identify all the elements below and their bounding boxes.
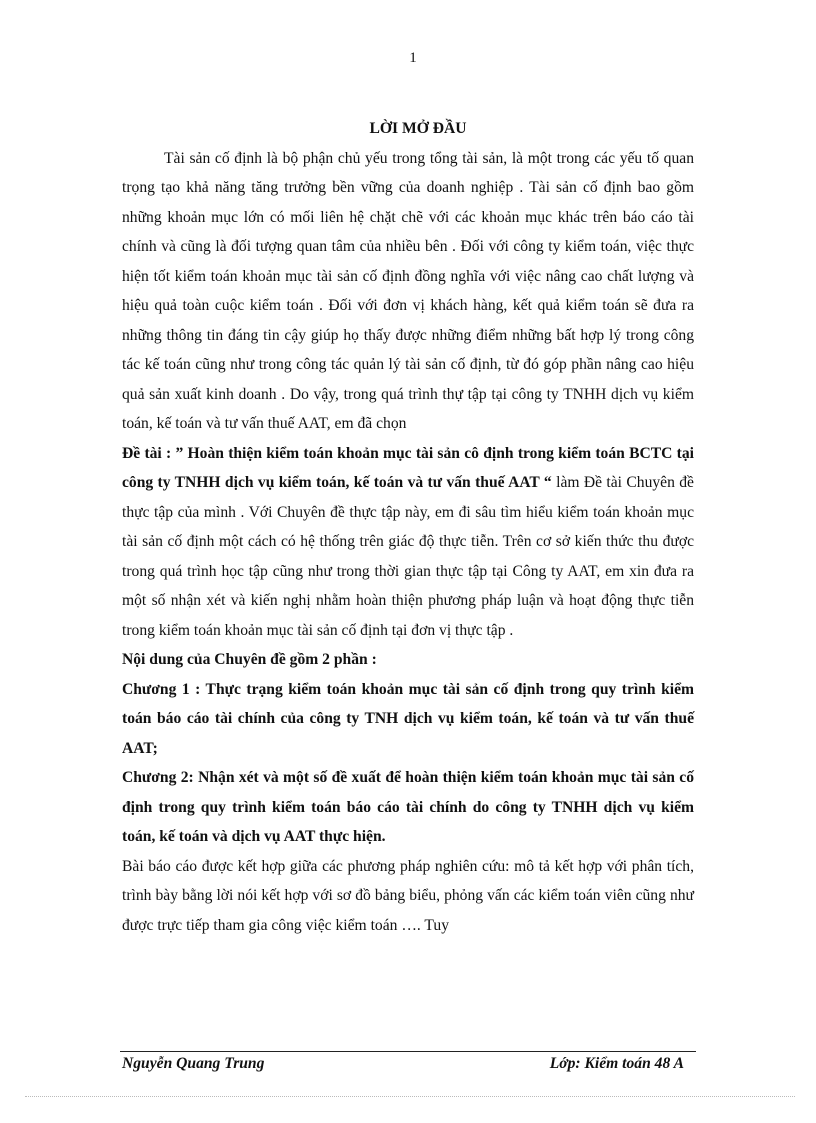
footer-author: Nguyễn Quang Trung	[122, 1055, 265, 1072]
footer-class: Lớp: Kiểm toán 48 A	[549, 1055, 684, 1072]
content-heading: Nội dung của Chuyên đề gồm 2 phần :	[122, 651, 377, 668]
topic-label: Đề tài :	[122, 444, 172, 462]
page-number: 1	[409, 50, 417, 66]
chapter-2: Chương 2: Nhận xét và một số đề xuất để hoàn thiện kiểm toán khoản mục tài sản cố định trong quy trình kiểm toán báo cáo tài chính do công ty TNHH dịch vụ kiểm toán, kế toán và dịch vụ AAT thực hiện.	[122, 769, 694, 845]
topic-title: ” Hoàn thiện kiểm toán khoản mục tài sản cô định trong kiểm toán BCTC tại công ty TNHH dịch vụ kiểm toán, kế toán và tư vấn thuế AAT “	[122, 444, 694, 491]
document-body	[122, 114, 694, 940]
topic-paragraph	[122, 439, 694, 646]
footer-divider	[120, 1051, 696, 1052]
page-bottom-divider	[25, 1096, 795, 1097]
document-title: LỜI MỞ ĐẦU	[369, 120, 467, 137]
closing-paragraph: Bài báo cáo được kết hợp giữa các phương pháp nghiên cứu: mô tả kết hợp với phân tích, trình bày bằng lời nói kết hợp với sơ đồ bảng biểu, phỏng vấn các kiểm toán viên cũng như được trực tiếp tham gia công việc kiểm toán …. Tuy	[122, 857, 694, 934]
topic-continuation: làm Đề tài Chuyên đề thực tập của mình . Với Chuyên đề thực tập này, em đi sâu tìm hiểu kiểm toán khoản mục tài sản cố định một cách có hệ thống trên giác độ thực tiễn. Trên cơ sở kiến thức thu được trong quá trình học tập cũng như trong thời gian thực tập tại Công ty AAT, em xin đưa ra một số nhận xét và kiến nghị nhằm hoàn thiện phương pháp luận và hoạt động thực tiễn trong kiểm toán khoản mục tài sản cố định tại đơn vị thực tập .	[122, 474, 694, 639]
intro-paragraph: Tài sản cố định là bộ phận chủ yếu trong tổng tài sản, là một trong các yếu tố quan trọng tạo khả năng tăng trưởng bền vững của doanh nghiệp . Tài sản cố định bao gồm những khoản mục lớn có mối liên hệ chặt chẽ với các khoản mục khác trên báo cáo tài chính và cũng là đối tượng quan tâm của nhiều bên . Đối với công ty kiểm toán, việc thực hiện tốt kiểm toán khoản mục tài sản cố định đồng nghĩa với việc nâng cao chất lượng và hiệu quả toàn cuộc kiểm toán . Đối với đơn vị khách hàng, kết quả kiểm toán sẽ đưa ra những thông tin đáng tin cậy giúp họ thấy được những điểm những bất hợp lý trong công tác kế toán cũng như trong công tác quản lý tài sản cố định, từ đó góp phần nâng cao hiệu quả sản xuất kinh doanh . Do vậy, trong quá trình thự tập tại công ty TNHH dịch vụ kiểm toán, kế toán và tư vấn thuế AAT, em đã chọn	[122, 149, 694, 432]
chapter-1: Chương 1 : Thực trạng kiểm toán khoản mục tài sản cố định trong quy trình kiểm toán báo cáo tài chính của công ty TNH dịch vụ kiểm toán, kế toán và tư vấn thuế AAT;	[122, 680, 694, 757]
